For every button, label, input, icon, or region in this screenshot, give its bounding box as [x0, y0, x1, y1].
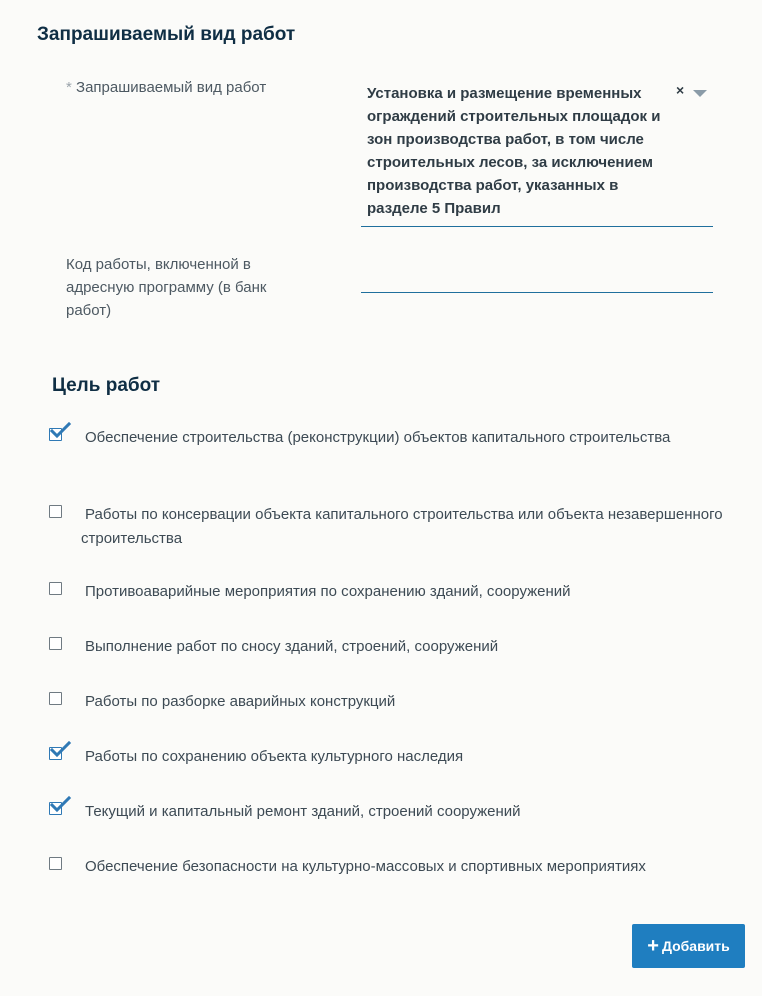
goal-checkbox[interactable]: [49, 747, 62, 760]
goal-option-label[interactable]: Противоаварийные мероприятия по сохранению зданий, сооружений: [85, 583, 571, 600]
work-code-input[interactable]: [361, 262, 713, 293]
work-code-label: Код работы, включенной в адресную программу (в банк работ): [66, 256, 267, 319]
goal-checkbox[interactable]: [49, 428, 62, 441]
goal-checkbox[interactable]: [49, 802, 62, 815]
goal-checkbox[interactable]: [49, 582, 62, 595]
goal-checkbox[interactable]: [49, 505, 62, 518]
goal-option-label[interactable]: Обеспечение безопасности на культурно-массовых и спортивных мероприятиях: [85, 858, 646, 875]
work-type-select[interactable]: [361, 80, 713, 227]
add-button[interactable]: [632, 924, 745, 968]
goal-option-label[interactable]: Текущий и капитальный ремонт зданий, строений сооружений: [85, 803, 521, 820]
clear-icon[interactable]: ×: [676, 82, 685, 98]
goal-option-label[interactable]: Работы по разборке аварийных конструкций: [85, 693, 396, 710]
checkmark-icon: [49, 422, 71, 440]
work-type-section-title: Запрашиваемый вид работ: [37, 24, 296, 45]
add-button-label: Добавить: [661, 938, 730, 954]
work-type-selected-value[interactable]: Установка и размещение временных ограждений строительных площадок и зон производства работ, в том числе строительных лесов, за исключением производства работ, указанных в разделе 5 Правил: [367, 85, 661, 217]
goal-option-label[interactable]: Работы по консервации объекта капитального строительства или объекта незавершенного строительства: [81, 506, 723, 547]
plus-icon: +: [647, 935, 659, 957]
work-type-label-text: Запрашиваемый вид работ: [76, 79, 267, 96]
goal-checkbox[interactable]: [49, 637, 62, 650]
goal-checkbox[interactable]: [49, 857, 62, 870]
goal-option-label[interactable]: Работы по сохранению объекта культурного наследия: [85, 748, 464, 765]
goal-checkbox[interactable]: [49, 692, 62, 705]
goal-section-title: Цель работ: [52, 375, 161, 396]
work-type-label: [66, 76, 266, 99]
checkmark-icon: [49, 796, 71, 814]
goal-option-label[interactable]: Выполнение работ по сносу зданий, строений, сооружений: [85, 638, 499, 655]
required-mark: *: [66, 79, 72, 96]
checkmark-icon: [49, 741, 71, 759]
chevron-down-icon[interactable]: [693, 90, 707, 97]
goal-option-label[interactable]: Обеспечение строительства (реконструкции) объектов капитального строительства: [85, 429, 671, 446]
